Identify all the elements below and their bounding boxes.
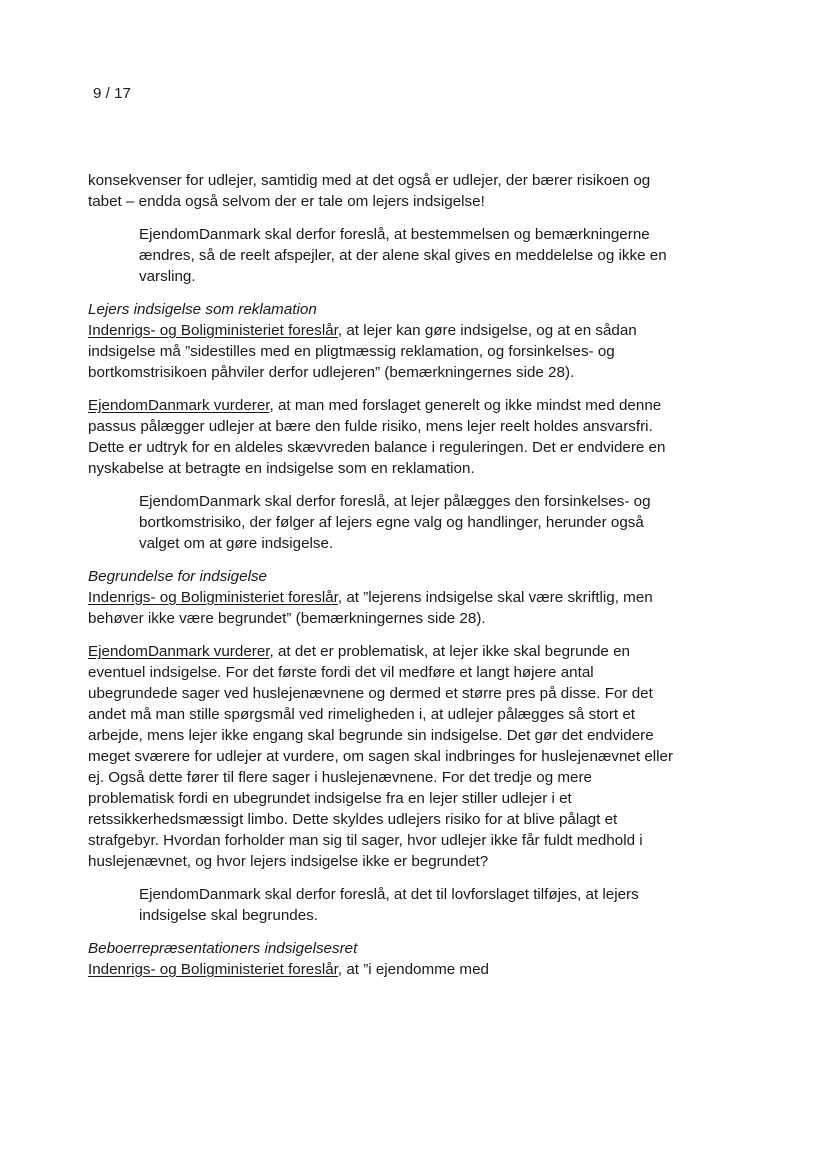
paragraph: [88, 587, 678, 629]
paragraph: [88, 320, 678, 383]
ministry-proposal-ref: Indenrigs- og Boligministeriet foreslår: [88, 589, 338, 606]
recommendation-quote: EjendomDanmark skal derfor foreslå, at lejer pålægges den forsinkelses- og bortkomstrisiko, der følger af lejers egne valg og handlinger, herunder også valget om at gøre indsigelse.: [139, 493, 651, 552]
ministry-proposal-ref: Indenrigs- og Boligministeriet foreslår: [88, 961, 338, 978]
page-number: 9 / 17: [93, 85, 131, 102]
document-body: [88, 170, 678, 980]
paragraph-text: , at lejer kan gøre indsigelse, og at en sådan indsigelse må ”sidestilles med en pligtmæssig reklamation, og forsinkelses- og bortkomstrisikoen påhviler derfor udlejeren” (bemærkningernes side 28).: [88, 322, 637, 381]
section-heading: Lejers indsigelse som reklamation: [88, 301, 317, 318]
paragraph: [88, 959, 678, 980]
recommendation-quote: EjendomDanmark skal derfor foreslå, at bestemmelsen og bemærkningerne ændres, så de reelt afspejler, at der alene skal gives en meddelelse og ikke en varsling.: [139, 226, 667, 285]
assessment-ref: EjendomDanmark vurderer: [88, 397, 270, 414]
paragraph-text: , at ”lejerens indsigelse skal være skriftlig, men behøver ikke være begrundet” (bemærkningernes side 28).: [88, 589, 653, 627]
paragraph-text: , at ”i ejendomme med: [337, 961, 489, 978]
paragraph: konsekvenser for udlejer, samtidig med at det også er udlejer, der bærer risikoen og tabet – endda også selvom der er tale om lejers indsigelse!: [88, 172, 651, 210]
assessment-ref: EjendomDanmark vurderer: [88, 643, 270, 660]
paragraph: [88, 395, 678, 479]
paragraph-text: , at man med forslaget generelt og ikke mindst med denne passus pålægger udlejer at bære den fulde risiko, mens lejer reelt holdes ansvarsfri. Dette er udtryk for en aldeles skævvreden balance i reguleringen. Det er endvidere en nyskabelse at betragte en indsigelse som en reklamation.: [88, 397, 666, 477]
section-heading: Begrundelse for indsigelse: [88, 568, 267, 585]
section-heading: Beboerrepræsentationers indsigelsesret: [88, 940, 358, 957]
ministry-proposal-ref: Indenrigs- og Boligministeriet foreslår: [88, 322, 338, 339]
paragraph: [88, 641, 678, 872]
recommendation-quote: EjendomDanmark skal derfor foreslå, at det til lovforslaget tilføjes, at lejers indsigelse skal begrundes.: [139, 886, 639, 924]
paragraph-text: , at det er problematisk, at lejer ikke skal begrunde en eventuel indsigelse. For det første fordi det vil medføre et langt højere antal ubegrundede sager ved huslejenævnene og dermed et større pres på disse. For det andet må man stille spørgsmål ved rimeligheden i, at udlejer pålægges så stort et arbejde, mens lejer ikke engang skal begrunde sin indsigelse. Det gør det endvidere meget sværere for udlejer at vurdere, om sagen skal indbringes for huslejenævnet eller ej. Også dette fører til flere sager i huslejenævnene. For det tredje og mere problematisk fordi en ubegrundet indsigelse fra en lejer stiller udlejer i et retssikkerhedsmæssigt limbo. Dette skyldes udlejers risiko for at blive pålagt et strafgebyr. Hvordan forholder man sig til sager, hvor udlejer ikke får fuldt medhold i huslejenævnet, og hvor lejers indsigelse ikke er begrundet?: [88, 643, 674, 870]
